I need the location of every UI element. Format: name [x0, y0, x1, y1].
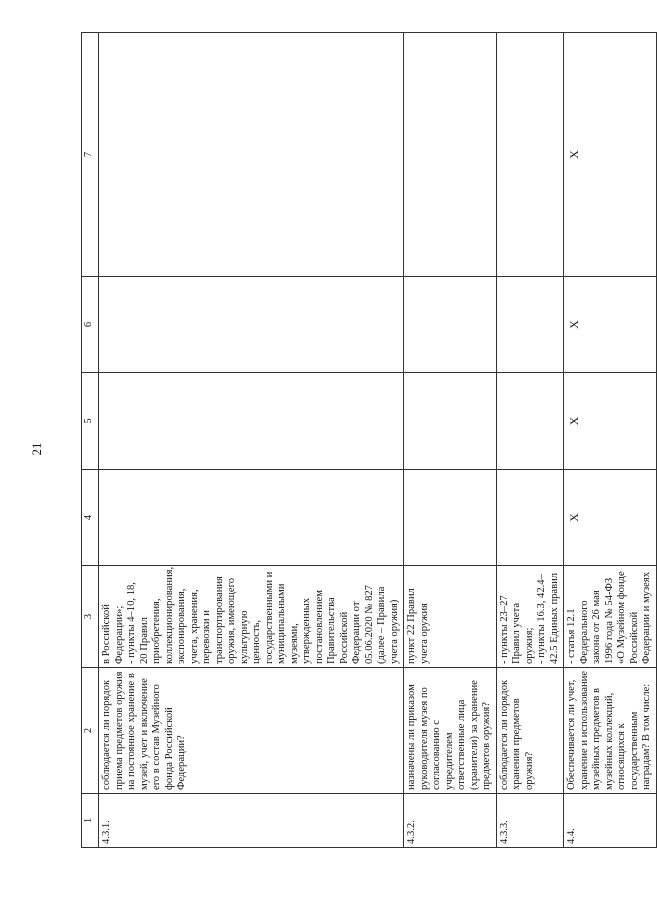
- row-col7: [404, 33, 497, 277]
- row-reference: - пункты 23–27 Правил учета оружия; - пункты 16.3, 42.4–42.5 Единых правил: [496, 566, 564, 668]
- row-col5: [404, 373, 497, 470]
- row-id: 4.4.: [564, 794, 657, 848]
- row-question: соблюдается ли порядок приема предметов оружия на постоянное хранение в музей, учет и включение его в состав Музейного фонда Российской Федерации?: [99, 668, 404, 794]
- row-col4: [404, 470, 497, 566]
- row-col4: [99, 470, 404, 566]
- table-row: [404, 33, 497, 848]
- row-id: 4.3.1.: [99, 794, 404, 848]
- row-col5: [496, 373, 564, 470]
- row-col7: [99, 33, 404, 277]
- row-col7: [496, 33, 564, 277]
- table-row: [99, 33, 404, 848]
- row-id: 4.3.2.: [404, 794, 497, 848]
- page-number: 21: [29, 442, 44, 456]
- header-cell: 5: [82, 373, 99, 470]
- row-reference: - статья 12.1 Федерального закона от 26 мая 1996 года № 54-ФЗ «О Музейном фонде Российской Федерации и музеях: [564, 566, 657, 668]
- row-col5: X: [564, 373, 657, 470]
- row-col4: X: [564, 470, 657, 566]
- header-cell: 1: [82, 794, 99, 848]
- header-cell: 6: [82, 277, 99, 373]
- table-header-row: [82, 33, 99, 848]
- row-col4: [496, 470, 564, 566]
- header-cell: 2: [82, 668, 99, 794]
- rotated-table-container: [81, 33, 652, 848]
- table-row: [564, 33, 657, 848]
- row-reference: в Российской Федерации»; - пункты 4–10, 18, 20 Правил приобретения, коллекционирования, экспонирования, учета, хранения, перевозки и транспортирования оружия, имеющего культурную ценность, государственными и муниципальными музеями, утвержденных постановлением Правительства Российской Федерации от 05.06.2020 № 827 (далее – Правила учета оружия): [99, 566, 404, 668]
- row-col7: X: [564, 33, 657, 277]
- checklist-table: [81, 32, 657, 848]
- row-col6: X: [564, 277, 657, 373]
- row-id: 4.3.3.: [496, 794, 564, 848]
- header-cell: 3: [82, 566, 99, 668]
- row-question: соблюдается ли порядок хранения предметов оружия?: [496, 668, 564, 794]
- row-reference: пункт 22 Правил учета оружия: [404, 566, 497, 668]
- row-col6: [404, 277, 497, 373]
- checklist-table-region: [81, 33, 652, 848]
- row-question: Обеспечивается ли учет, хранение и использование музейных предметов в музейных коллекций, относящихся к государственным наградам? В том числе:: [564, 668, 657, 794]
- row-col6: [496, 277, 564, 373]
- row-col6: [99, 277, 404, 373]
- header-cell: 4: [82, 470, 99, 566]
- row-col5: [99, 373, 404, 470]
- header-cell: 7: [82, 33, 99, 277]
- row-question: назначены ли приказом руководителя музея по согласованию с учредителем ответственные лица (хранители) за хранение предметов оружия?: [404, 668, 497, 794]
- table-row: [496, 33, 564, 848]
